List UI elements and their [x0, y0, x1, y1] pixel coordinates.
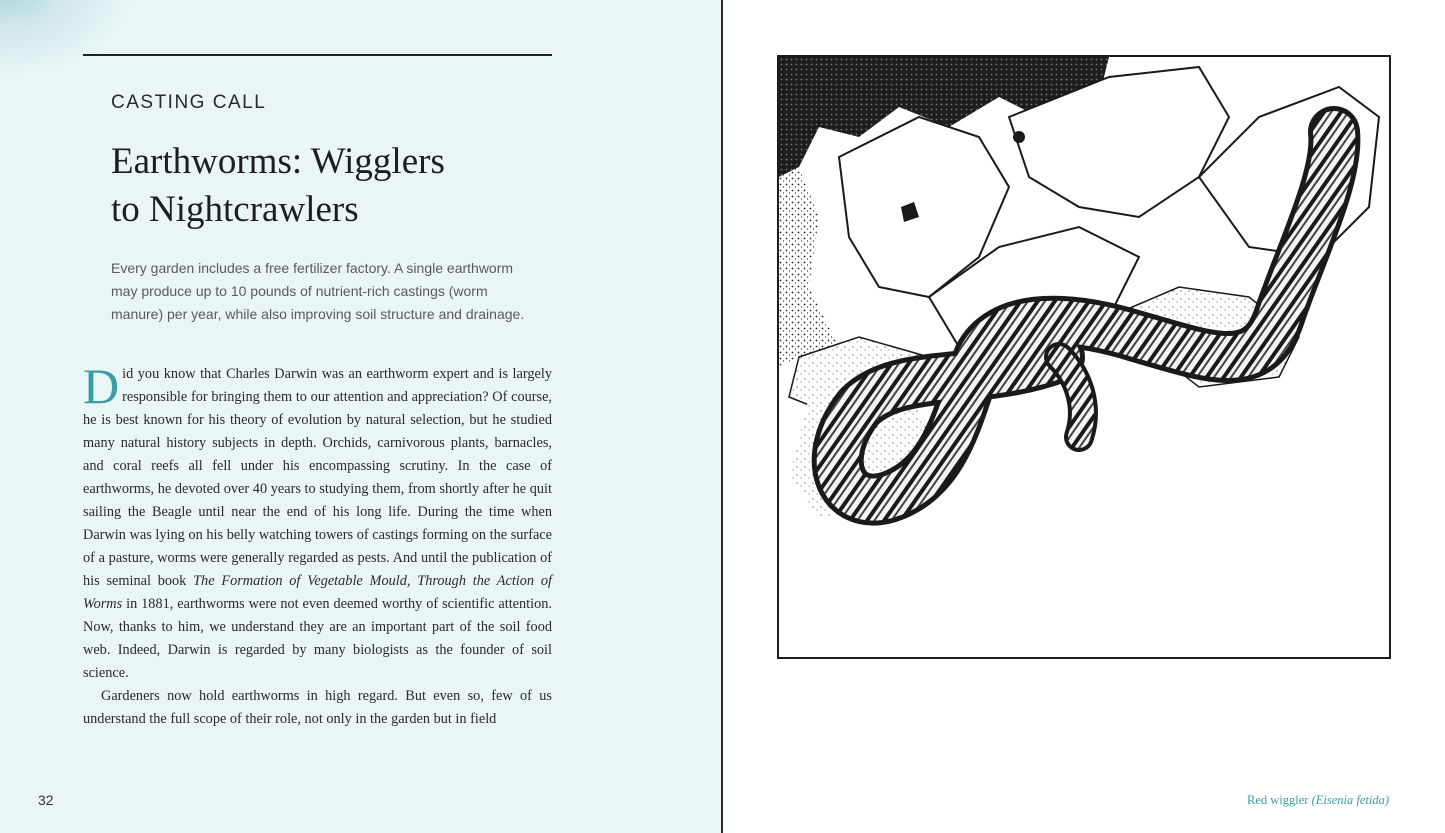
- left-page: [0, 0, 722, 833]
- header-rule: [83, 54, 552, 56]
- caption-common-name: Red wiggler: [1247, 793, 1312, 807]
- book-title: The Formation of Vegetable Mould, Through the Action of Worms: [83, 573, 552, 612]
- body-paragraph-1: [83, 358, 552, 685]
- earthworm-drawing: [779, 57, 1389, 657]
- page-number: 32: [38, 792, 54, 808]
- title-line-1: Earthworms: Wigglers: [111, 141, 445, 182]
- paragraph-1-part-a: id you know that Charles Darwin was an earthworm expert and is largely responsible for bringing them to our attention and appreciation? Of course, he is best known for his theory of evolution by natural selection, but he studied many natural history subjects in depth. Orchids, carnivorous plants, barnacles, and coral reefs all fell under his encompassing scrutiny. In the case of earthworms, he devoted over 40 years to studying them, from shortly after he quit sailing the Beagle until near the end of his long life. During the time when Darwin was lying on his belly watching towers of castings forming on the surface of a pasture, worms were generally regarded as pests. And until the publication of his seminal book: [83, 366, 552, 589]
- paragraph-1-part-b: in 1881, earthworms were not even deemed worthy of scientific attention. Now, thanks to him, we understand they are an important part of the soil food web. Indeed, Darwin is regarded by many biologists as the founder of soil science.: [83, 596, 552, 681]
- illustration-caption: [1247, 793, 1389, 808]
- decorative-speckle: [0, 0, 140, 80]
- body-paragraph-2: Gardeners now hold earthworms in high regard. But even so, few of us understand the full scope of their role, not only in the garden but in field: [83, 688, 552, 727]
- intro-paragraph: Every garden includes a free fertilizer factory. A single earthworm may produce up to 10 pounds of nutrient-rich castings (worm manure) per year, while also improving soil structure and drainage.: [111, 260, 525, 322]
- earthworm-illustration: [777, 55, 1391, 659]
- page-title: [111, 138, 531, 234]
- title-line-2: to Nightcrawlers: [111, 189, 359, 230]
- body-text: [83, 358, 552, 731]
- drop-cap: D: [83, 358, 120, 414]
- section-kicker: CASTING CALL: [111, 92, 267, 113]
- caption-latin-name: (Eisenia fetida): [1311, 793, 1389, 807]
